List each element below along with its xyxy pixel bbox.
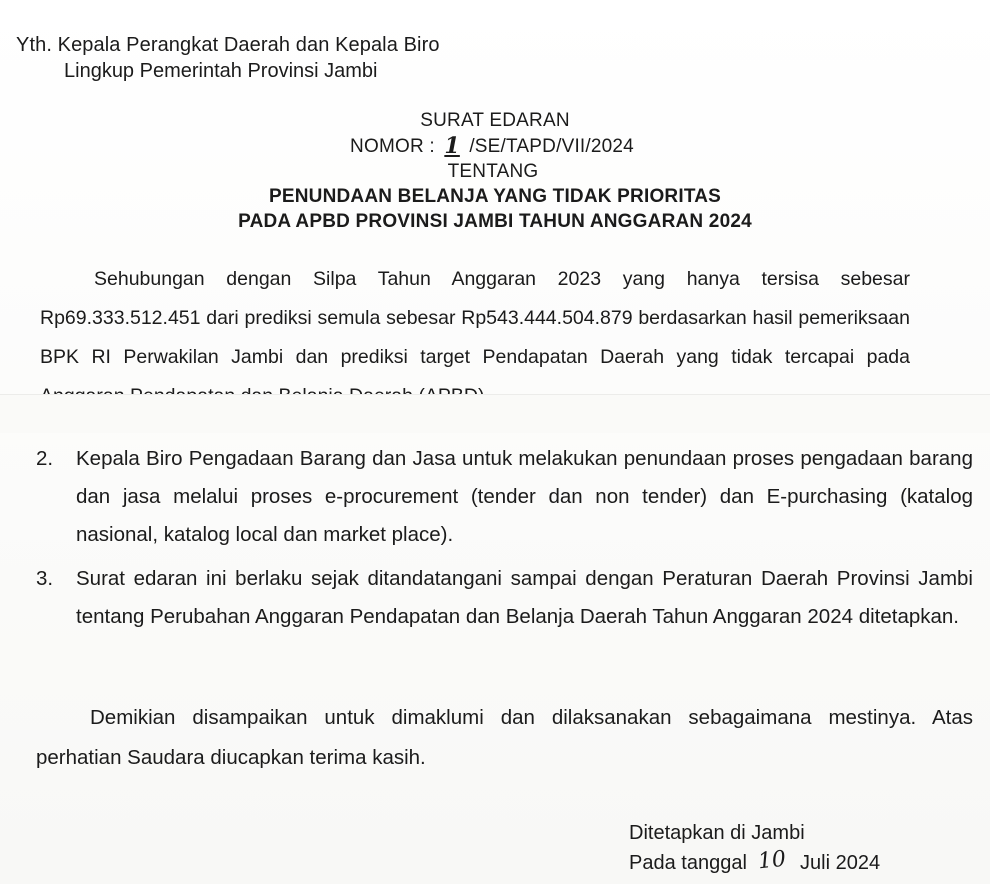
list-item [36,560,973,636]
nomor-handwritten-number: 1 [444,133,460,159]
date-suffix: Juli 2024 [800,852,881,874]
date-handwritten-day: 10 [757,846,788,875]
addressee-line-2: Lingkup Pemerintah Provinsi Jambi [64,60,378,82]
list-item-number: 2. [36,447,54,470]
page-cut-divider [0,394,990,433]
title-block [0,108,990,234]
list-item-text: Kepala Biro Pengadaan Barang dan Jasa untuk melakukan penundaan proses pengadaan barang dan jasa melalui proses e-procurement (tender dan non tender) dan E-purchasing (katalog nasional, katalog local dan market place). [76,447,973,546]
opening-paragraph-text: Sehubungan dengan Silpa Tahun Anggaran 2023 yang hanya tersisa sebesar Rp69.333.512.451 dari prediksi semula sebesar Rp543.444.504.879 berdasarkan hasil pemeriksaan BPK RI Perwakilan Jambi dan prediksi target Pendapatan Daerah yang tidak tercapai pada [40,268,910,368]
list-item-number: 3. [36,567,54,590]
signature-place: Ditetapkan di Jambi [629,822,805,844]
nomor-prefix: NOMOR : [350,136,435,157]
signature-date [629,846,881,875]
title-subject-line-1: PENUNDAAN BELANJA YANG TIDAK PRIORITAS [268,186,722,207]
title-subject-line-2: PADA APBD PROVINSI JAMBI TAHUN ANGGARAN 2024 [238,211,752,232]
title-surat-edaran: SURAT EDARAN [420,110,570,131]
closing-paragraph-text: Demikian disampaikan untuk dimaklumi dan dilaksanakan sebagaimana mestinya. Atas perhatian Saudara diucapkan terima kasih. [36,706,973,769]
list-item-text: Surat edaran ini berlaku sejak ditandatangani sampai dengan Peraturan Daerah Provinsi Jambi tentang Perubahan Anggaran Pendapatan dan Belanja Daerah Tahun Anggaran 2024 ditetapkan. [76,567,973,628]
addressee-line-1: Yth. Kepala Perangkat Daerah dan Kepala Biro [16,34,440,56]
title-tentang: TENTANG [447,161,539,182]
numbered-list [36,440,973,642]
title-nomor [0,133,990,159]
opening-paragraph [40,260,910,394]
list-item [36,440,973,554]
closing-paragraph [36,698,973,778]
nomor-suffix: /SE/TAPD/VII/2024 [469,136,634,157]
date-prefix: Pada tanggal [629,852,747,874]
